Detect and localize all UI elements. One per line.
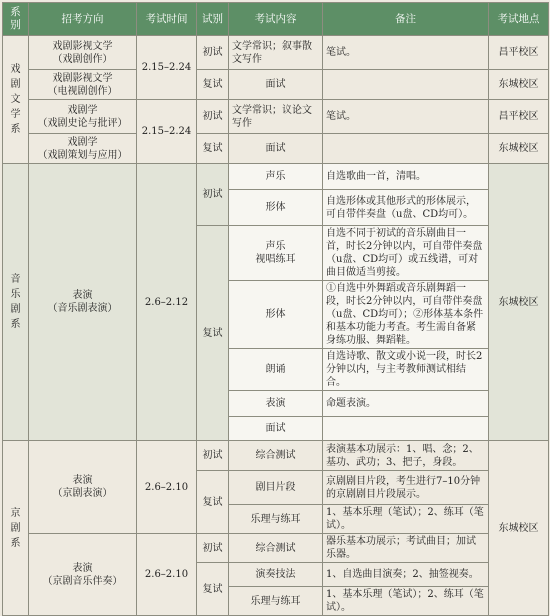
table-row (3, 70, 549, 100)
header-note: 备注 (323, 3, 489, 36)
note-cell: 自选歌曲一首，清唱。 (323, 164, 489, 190)
header-dept: 系别 (3, 3, 29, 36)
round-cell: 初试 (197, 441, 229, 471)
content-cell: 朗诵 (229, 349, 323, 391)
location-cell: 东城校区 (489, 164, 549, 441)
exam-schedule-table (2, 2, 549, 616)
location-cell: 东城校区 (489, 441, 549, 616)
round-cell: 初试 (197, 534, 229, 563)
location-cell: 东城校区 (489, 70, 549, 100)
content-cell: 面试 (229, 417, 323, 441)
table-row (3, 441, 549, 471)
header-time: 考试时间 (137, 3, 197, 36)
location-cell: 昌平校区 (489, 100, 549, 134)
header-location: 考试地点 (489, 3, 549, 36)
round-cell: 初试 (197, 164, 229, 226)
table-row (3, 134, 549, 164)
note-cell (323, 70, 489, 100)
note-cell: ①自选中外舞蹈或音乐剧舞蹈一段，时长2分钟以内，可自带伴奏盘（u盘、CD均可）；②形体基本条件和基本功能力考查。考生需自备紧身练功服、舞蹈鞋。 (323, 281, 489, 349)
dept-cell: 音乐剧系 (3, 164, 29, 441)
note-cell: 笔试。 (323, 36, 489, 70)
round-cell: 复试 (197, 471, 229, 534)
direction-cell: 戏剧影视文学 （电视剧创作） (29, 70, 137, 100)
header-row (3, 3, 549, 36)
header-content: 考试内容 (229, 3, 323, 36)
note-cell: 1、基本乐理（笔试）；2、练耳（笔试）。 (323, 587, 489, 616)
note-cell: 表演基本功展示：1、唱、念；2、基功、武功；3、把子，身段。 (323, 441, 489, 471)
content-cell: 形体 (229, 190, 323, 226)
note-cell: 自选不同于初试的音乐剧曲目一首，时长2分钟以内，可自带伴奏盘（u盘、CD均可）或五线谱，可对曲目做适当剪接。 (323, 226, 489, 281)
dept-cell: 戏剧文学系 (3, 36, 29, 164)
round-cell: 复试 (197, 226, 229, 441)
dept-cell: 京剧系 (3, 441, 29, 616)
round-cell: 初试 (197, 100, 229, 134)
note-cell: 笔试。 (323, 100, 489, 134)
location-cell: 东城校区 (489, 134, 549, 164)
note-cell: 自选形体或其他形式的形体展示，可自带伴奏盘（u盘、CD均可）。 (323, 190, 489, 226)
round-cell: 初试 (197, 36, 229, 70)
content-cell: 面试 (229, 70, 323, 100)
round-cell: 复试 (197, 134, 229, 164)
table-row (3, 36, 549, 70)
time-cell: 2.15–2.24 (137, 36, 197, 100)
time-cell: 2.6–2.12 (137, 164, 197, 441)
content-cell: 综合测试 (229, 441, 323, 471)
content-cell: 表演 (229, 391, 323, 417)
time-cell: 2.6–2.10 (137, 534, 197, 616)
content-cell: 乐理与练耳 (229, 587, 323, 616)
content-cell: 声乐 视唱练耳 (229, 226, 323, 281)
content-cell: 剧目片段 (229, 471, 323, 505)
header-direction: 招考方向 (29, 3, 137, 36)
note-cell: 1、基本乐理（笔试）；2、练耳（笔试）。 (323, 505, 489, 534)
note-cell: 自选诗歌、散文或小说一段，时长2分钟以内，与主考教师测试相结合。 (323, 349, 489, 391)
direction-cell: 表演 （京剧表演） (29, 441, 137, 534)
note-cell: 器乐基本功展示；考试曲目；加试乐器。 (323, 534, 489, 563)
table-row (3, 100, 549, 134)
table-row (3, 534, 549, 563)
note-cell (323, 417, 489, 441)
time-cell: 2.15–2.24 (137, 100, 197, 164)
direction-cell: 戏剧影视文学 （戏剧创作） (29, 36, 137, 70)
direction-cell: 表演 （京剧音乐伴奏） (29, 534, 137, 616)
content-cell: 形体 (229, 281, 323, 349)
note-cell: 1、自选曲目演奏；2、抽签视奏。 (323, 563, 489, 587)
content-cell: 文学常识；议论文写作 (229, 100, 323, 134)
content-cell: 声乐 (229, 164, 323, 190)
content-cell: 综合测试 (229, 534, 323, 563)
note-cell: 京剧剧目片段，考生进行7–10分钟的京剧剧目片段展示。 (323, 471, 489, 505)
round-cell: 复试 (197, 70, 229, 100)
location-cell: 昌平校区 (489, 36, 549, 70)
direction-cell: 表演 （音乐剧表演） (29, 164, 137, 441)
direction-cell: 戏剧学 （戏剧史论与批评） (29, 100, 137, 134)
header-round: 试别 (197, 3, 229, 36)
content-cell: 演奏技法 (229, 563, 323, 587)
note-cell: 命题表演。 (323, 391, 489, 417)
round-cell: 复试 (197, 563, 229, 616)
table-row (3, 164, 549, 190)
content-cell: 乐理与练耳 (229, 505, 323, 534)
time-cell: 2.6–2.10 (137, 441, 197, 534)
direction-cell: 戏剧学 （戏剧策划与应用） (29, 134, 137, 164)
note-cell (323, 134, 489, 164)
content-cell: 面试 (229, 134, 323, 164)
content-cell: 文学常识；叙事散文写作 (229, 36, 323, 70)
